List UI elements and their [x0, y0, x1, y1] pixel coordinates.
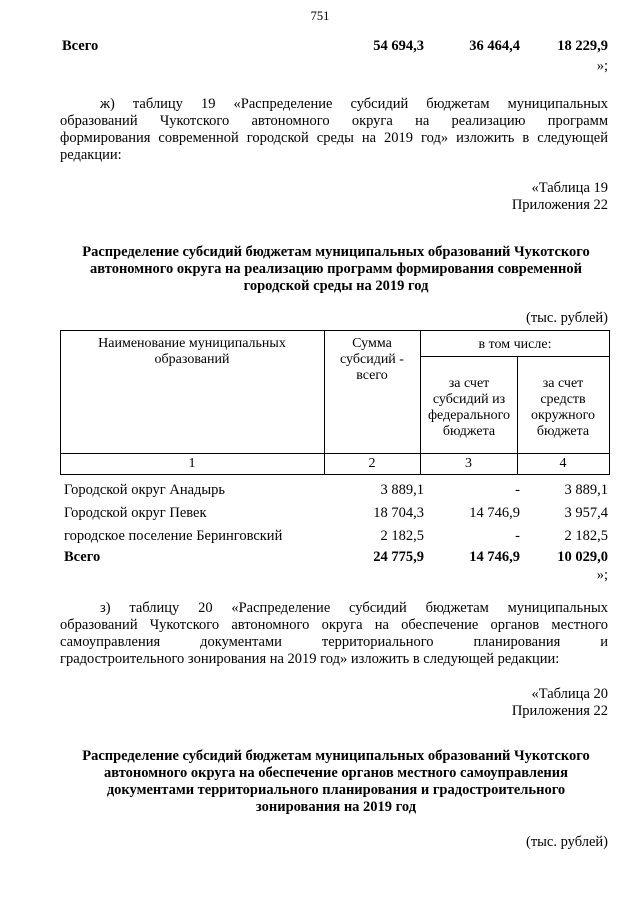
header-including: в том числе: — [478, 337, 552, 352]
paragraph-zh-line1: ж) таблицу 19 «Распределение субсидий бюджетам муниципальных — [100, 96, 608, 112]
table19-reference — [300, 180, 608, 214]
row-name: Городской округ Анадырь — [64, 482, 226, 498]
table20-title — [62, 748, 610, 816]
paragraph-zh — [60, 96, 608, 164]
page-number: 751 — [310, 9, 330, 23]
table20-title-line1: Распределение субсидий бюджетам муниципальных образований Чукотского — [82, 748, 590, 764]
paragraph-zh-line2: образований Чукотского автономного округа на реализацию программ — [60, 113, 608, 129]
prev-total-v2: 36 464,4 — [469, 38, 520, 54]
colnum-1: 1 — [188, 456, 196, 471]
prev-total-label: Всего — [62, 38, 99, 54]
row-federal: - — [515, 482, 520, 498]
paragraph-z-line2: образований Чукотского автономного округа на обеспечение органов местного — [60, 617, 608, 633]
header-name: Наименование муниципальных образований — [98, 336, 286, 367]
paragraph-z-line3: самоуправления документами территориального планирования и — [60, 634, 608, 650]
table-border-bottom — [60, 474, 610, 475]
table19-title-line1: Распределение субсидий бюджетам муниципальных образований Чукотского — [82, 244, 590, 260]
total-district: 10 029,0 — [557, 549, 608, 565]
table-border-left — [60, 330, 61, 475]
table19-title — [62, 244, 610, 295]
table19-reference-line1: «Таблица 19 — [531, 180, 608, 196]
total-federal: 14 746,9 — [469, 549, 520, 565]
table20-title-line2: автономного округа на обеспечение органов местного самоуправления — [104, 765, 568, 781]
total-label: Всего — [64, 549, 101, 565]
row-federal: - — [515, 528, 520, 544]
table19 — [60, 330, 610, 475]
table-closing: »; — [596, 567, 608, 583]
prev-total-v3: 18 229,9 — [557, 38, 608, 54]
units-label: (тыс. рублей) — [526, 310, 608, 326]
paragraph-z-line1: з) таблицу 20 «Распределение субсидий бюджетам муниципальных — [100, 600, 608, 616]
table19-reference-line2: Приложения 22 — [511, 197, 608, 213]
header-district: за счет средств окружного бюджета — [531, 376, 595, 439]
colnum-2: 2 — [368, 456, 376, 471]
table20-reference-line1: «Таблица 20 — [531, 686, 608, 702]
row-name: Городской округ Певек — [64, 505, 207, 521]
row-sum: 3 889,1 — [380, 482, 424, 498]
row-district: 3 889,1 — [564, 482, 608, 498]
row-district: 3 957,4 — [564, 505, 608, 521]
units-label-2: (тыс. рублей) — [526, 834, 608, 850]
paragraph-z-line4: градостроительного зонирования на 2019 год» изложить в следующей редакции: — [60, 651, 560, 667]
table-border-colnums — [60, 453, 610, 454]
table20-title-line4: зонирования на 2019 год — [255, 799, 417, 815]
table-border-subheader — [420, 356, 610, 357]
paragraph-zh-line4: редакции: — [60, 147, 122, 163]
table-border-top — [60, 330, 610, 331]
colnum-3: 3 — [465, 456, 472, 471]
row-sum: 18 704,3 — [373, 505, 424, 521]
table19-title-line3: городской среды на 2019 год — [243, 278, 429, 294]
table-border-right — [609, 330, 610, 475]
table-border-col2 — [324, 330, 325, 475]
prev-total-closing: »; — [596, 58, 608, 74]
row-sum: 2 182,5 — [380, 528, 424, 544]
table19-title-line2: автономного округа на реализацию программ формирования современной — [90, 261, 582, 277]
header-sum: Сумма субсидий - всего — [340, 336, 404, 383]
paragraph-z — [60, 600, 608, 668]
paragraph-zh-line3: формирования современной городской среды на 2019 год» изложить в следующей — [60, 130, 608, 146]
table20-reference — [300, 686, 608, 720]
table-border-col3 — [420, 330, 421, 475]
row-federal: 14 746,9 — [469, 505, 520, 521]
colnum-4: 4 — [559, 456, 567, 471]
header-federal: за счет субсидий из федерального бюджета — [427, 376, 511, 439]
table20-title-line3: документами территориального планирования и градостроительного — [106, 782, 566, 798]
row-name: городское поселение Беринговский — [64, 528, 283, 544]
total-sum: 24 775,9 — [373, 549, 424, 565]
prev-total-v1: 54 694,3 — [373, 38, 424, 54]
row-district: 2 182,5 — [564, 528, 608, 544]
table20-reference-line2: Приложения 22 — [511, 703, 608, 719]
